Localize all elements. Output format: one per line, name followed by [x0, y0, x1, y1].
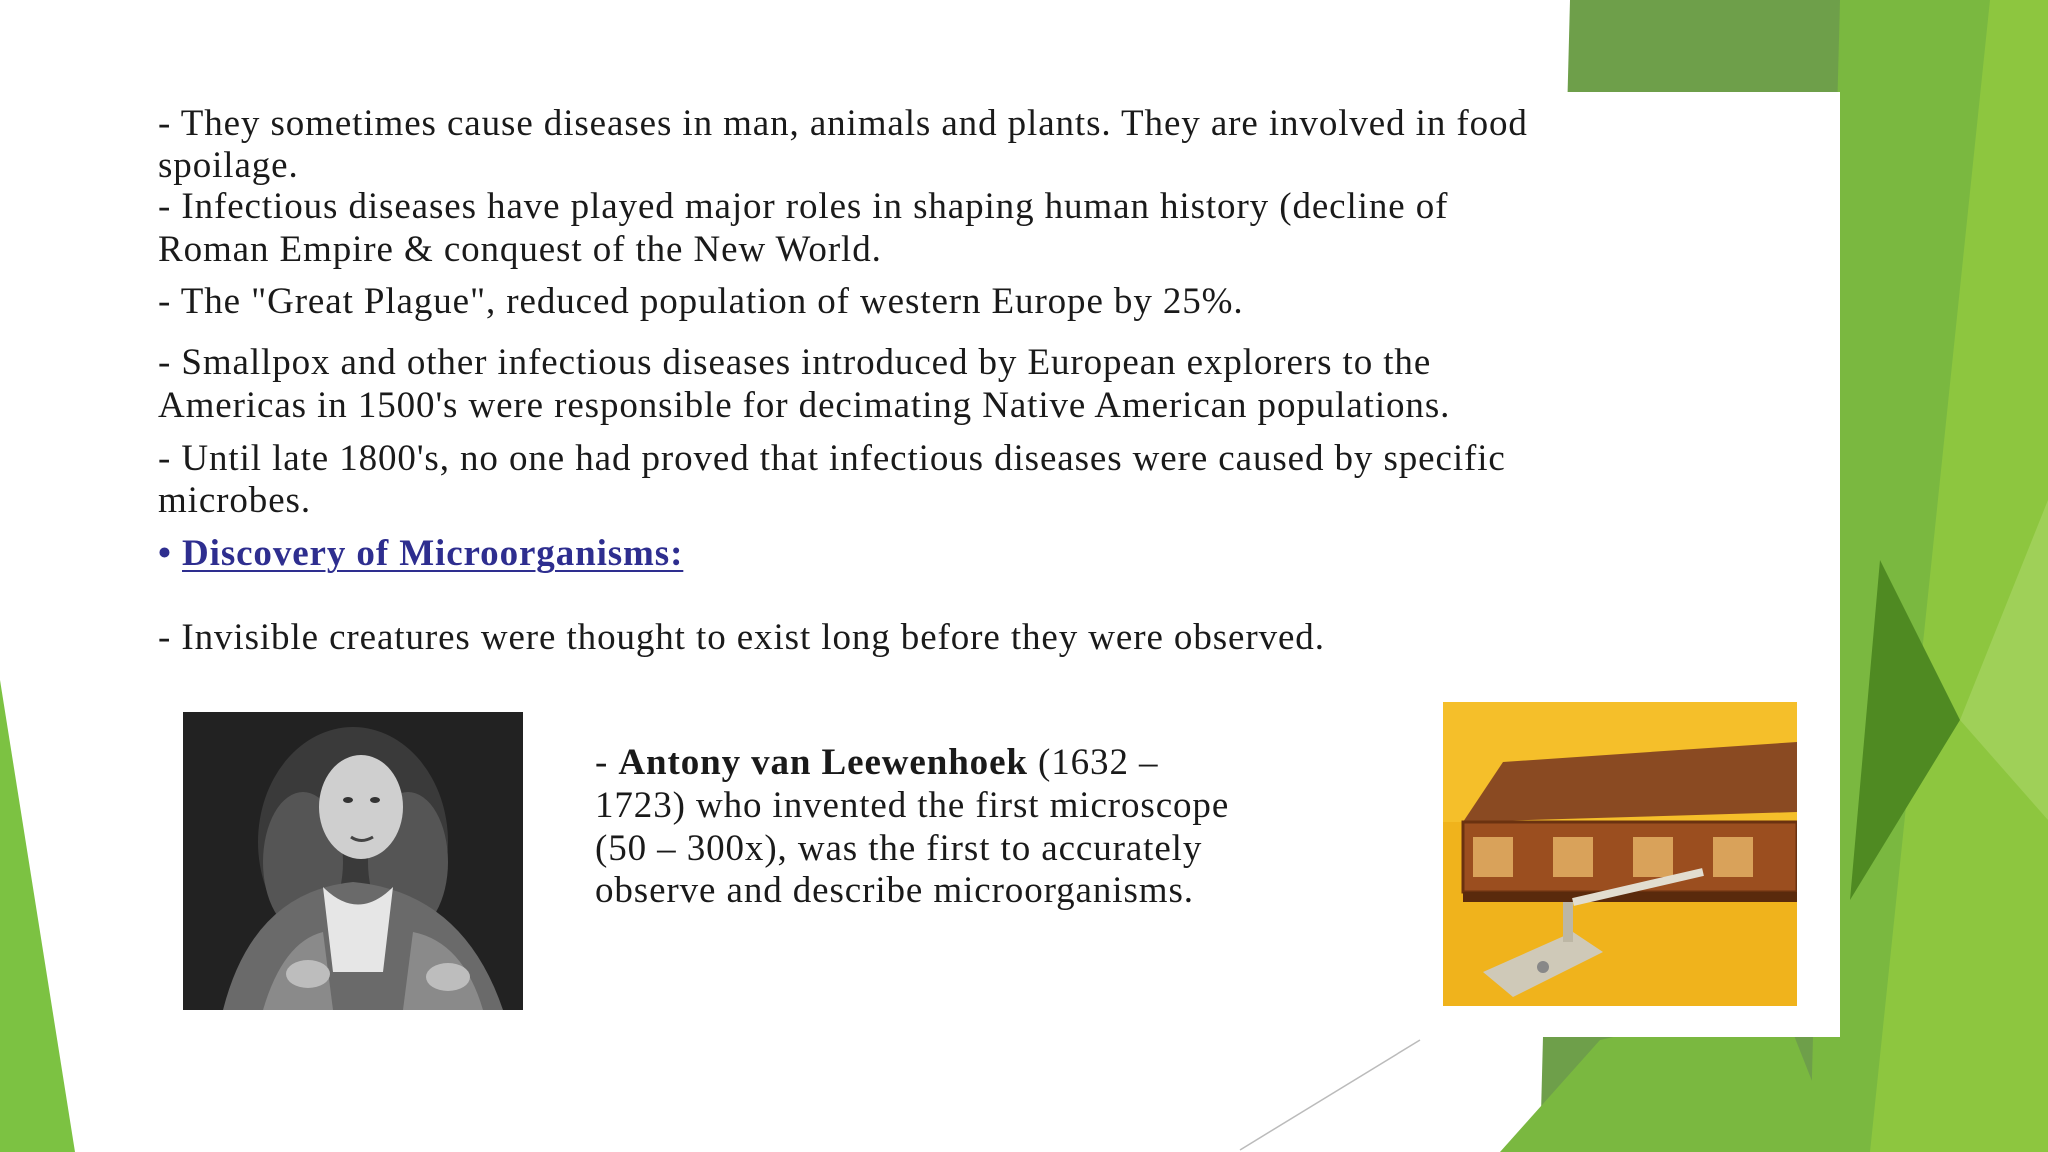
- portrait-image: [183, 712, 523, 1010]
- slide-content-image: [133, 92, 1840, 1037]
- text-line: Americas in 1500's were responsible for decimating Native American populations.: [158, 385, 1451, 426]
- caption-dates: (1632 –: [1027, 742, 1159, 783]
- caption-line-1: [595, 742, 1158, 784]
- caption-prefix: -: [595, 742, 619, 783]
- heading-bullet: •: [158, 533, 172, 574]
- thin-diagonal-line: [1240, 1040, 1420, 1150]
- text-line: - Invisible creatures were thought to exist long before they were observed.: [158, 617, 1325, 658]
- left-green-wedge: [0, 680, 75, 1152]
- text-line: - The "Great Plague", reduced population of western Europe by 25%.: [158, 281, 1244, 322]
- text-line: - They sometimes cause diseases in man, animals and plants. They are involved in food: [158, 103, 1528, 144]
- microscope-photo: [1443, 702, 1797, 1006]
- text-line: - Infectious diseases have played major roles in shaping human history (decline of: [158, 186, 1449, 227]
- text-line: - Until late 1800's, no one had proved that infectious diseases were caused by specific: [158, 438, 1506, 479]
- caption-line-3: (50 – 300x), was the first to accurately: [595, 828, 1203, 869]
- text-line: Roman Empire & conquest of the New World.: [158, 229, 882, 270]
- section-heading: [158, 533, 683, 575]
- caption-line-4: observe and describe microorganisms.: [595, 870, 1194, 911]
- text-line: microbes.: [158, 480, 311, 521]
- portrait-engraving-icon: [183, 712, 523, 1010]
- scientist-name: Antony van Leewenhoek: [618, 742, 1028, 783]
- text-line: - Smallpox and other infectious diseases introduced by European explorers to the: [158, 342, 1432, 383]
- caption-line-2: 1723) who invented the first microscope: [595, 785, 1230, 826]
- book-and-microscope-icon: [1443, 702, 1797, 1006]
- text-line: spoilage.: [158, 145, 299, 186]
- discovery-heading-link[interactable]: Discovery of Microorganisms:: [182, 533, 684, 574]
